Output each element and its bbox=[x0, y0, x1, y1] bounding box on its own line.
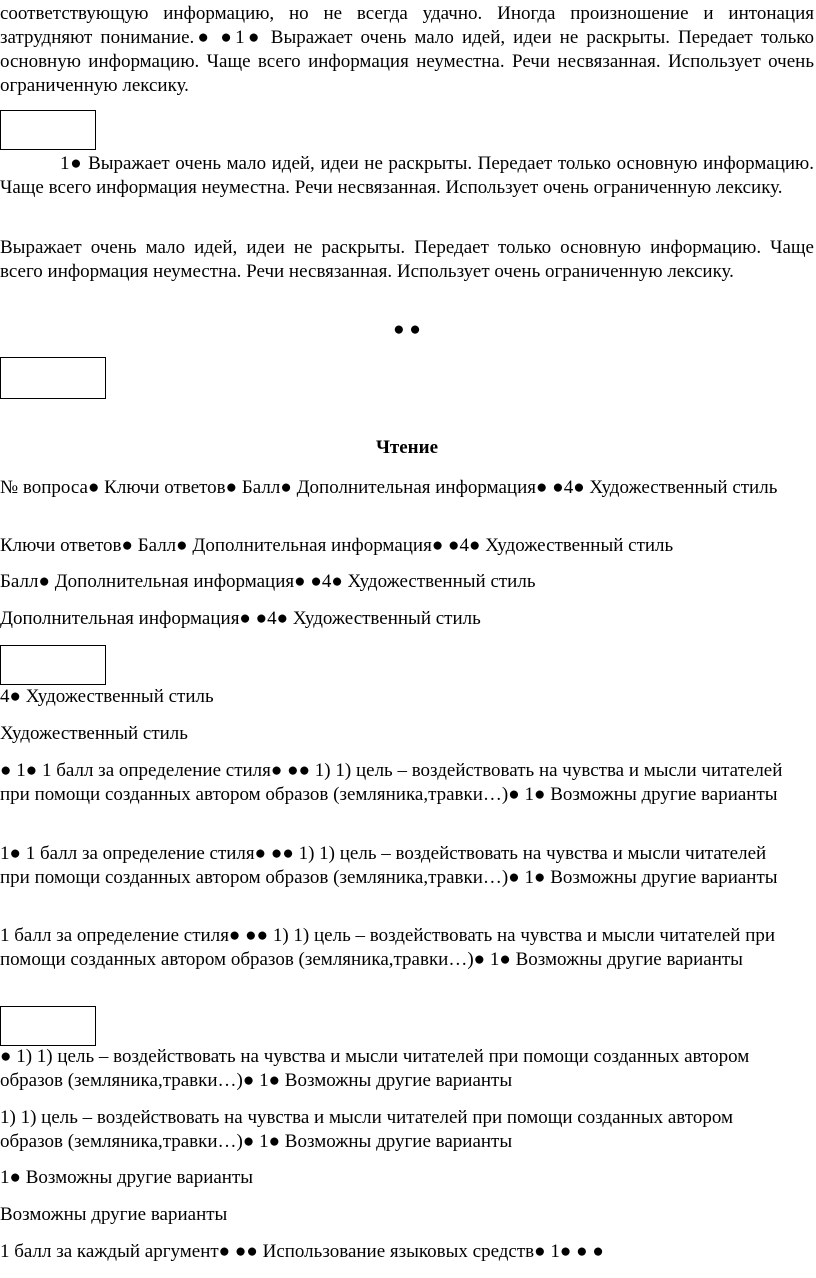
reading-table-row: 1 балл за определение стиля● ●● 1) 1) цель – воздействовать на чувства и мысли читателей при помощи созданных автором образов (земляника,травки…)● 1● Возможны другие варианты bbox=[0, 925, 776, 970]
empty-box bbox=[0, 645, 106, 685]
reading-table-row: 1● Возможны другие варианты bbox=[0, 1167, 254, 1188]
paragraph-speaking-criteria: соответствующую информацию, но не всегда удачно. Иногда произношение и интонация затрудняют понимание.● ●1● Выражает очень мало идей, идеи не раскрыты. Передает только основную информацию. Чаще всего информация неуместна. Речи несвязанная. Использует очень ограниченную лексику. bbox=[0, 3, 814, 96]
paragraph-score-1-desc: Выражает очень мало идей, идеи не раскрыты. Передает только основную информацию. Чаще всего информация неуместна. Речи несвязанная. Использует очень ограниченную лексику. bbox=[0, 237, 814, 282]
reading-table-row: ● 1) 1) цель – воздействовать на чувства и мысли читателей при помощи созданных автором образов (земляника,травки…)● 1● Возможны другие варианты bbox=[0, 1046, 750, 1091]
reading-table-row: 1 балл за каждый аргумент● ●● Использование языковых средств● 1● ● ● bbox=[0, 1241, 604, 1262]
reading-table-row: Возможны другие варианты bbox=[0, 1204, 228, 1225]
empty-box bbox=[0, 357, 106, 399]
section-title-reading: Чтение bbox=[375, 437, 439, 458]
reading-table-row: № вопроса● Ключи ответов● Балл● Дополнительная информация● ●4● Художественный стиль bbox=[0, 477, 778, 498]
reading-table-row: 4● Художественный стиль bbox=[0, 686, 214, 707]
reading-table-row: Ключи ответов● Балл● Дополнительная информация● ●4● Художественный стиль bbox=[0, 535, 674, 556]
reading-table-row: Балл● Дополнительная информация● ●4● Художественный стиль bbox=[0, 571, 536, 592]
bullet-separator: ● ● bbox=[393, 319, 421, 340]
reading-table-row: ● 1● 1 балл за определение стиля● ●● 1) 1) цель – воздействовать на чувства и мысли читателей при помощи созданных автором образов (земляника,травки…)● 1● Возможны другие варианты bbox=[0, 760, 783, 805]
empty-box bbox=[0, 110, 96, 150]
paragraph-score-1: 1● Выражает очень мало идей, идеи не раскрыты. Передает только основную информацию. Чаще всего информация неуместна. Речи несвязанная. Использует очень ограниченную лексику. bbox=[0, 153, 814, 198]
reading-table-row: Художественный стиль bbox=[0, 723, 188, 744]
reading-table-row: 1) 1) цель – воздействовать на чувства и мысли читателей при помощи созданных автором образов (земляника,травки…)● 1● Возможны другие варианты bbox=[0, 1107, 734, 1152]
empty-box bbox=[0, 1006, 96, 1046]
reading-table-row: Дополнительная информация● ●4● Художественный стиль bbox=[0, 608, 481, 629]
reading-table-row: 1● 1 балл за определение стиля● ●● 1) 1) цель – воздействовать на чувства и мысли читателей при помощи созданных автором образов (земляника,травки…)● 1● Возможны другие варианты bbox=[0, 843, 778, 888]
